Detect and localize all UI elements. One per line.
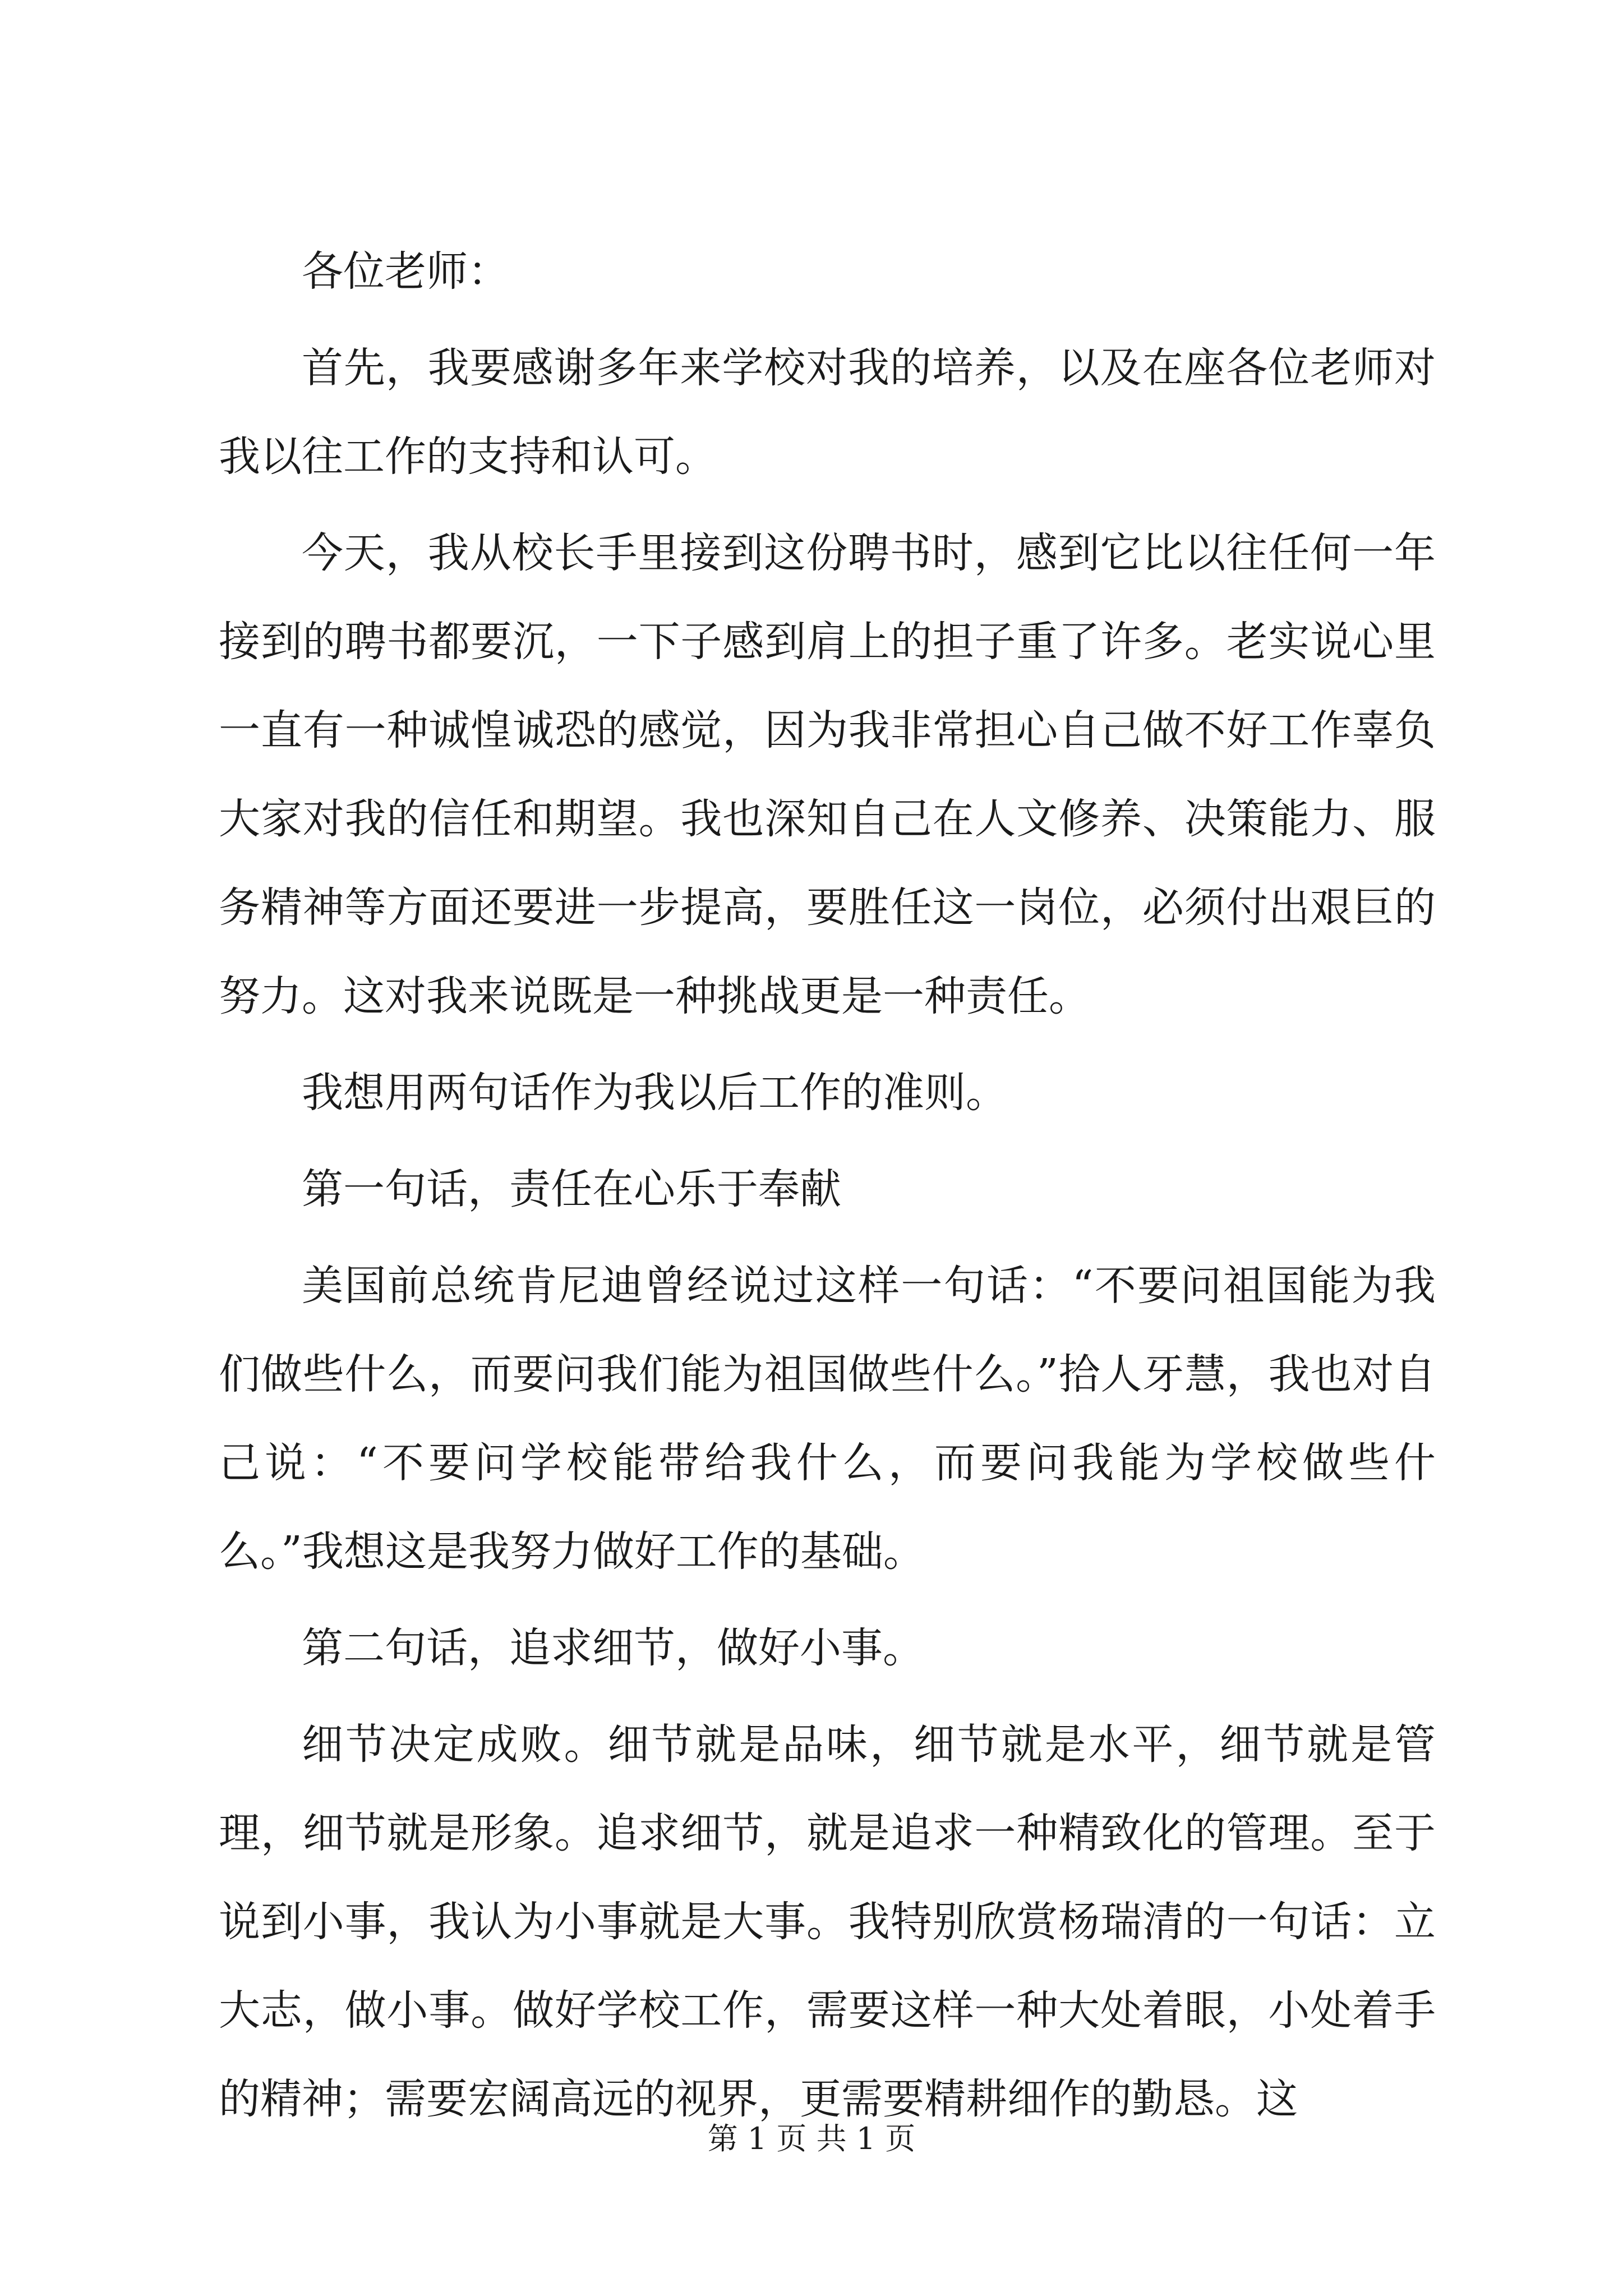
section-heading: 第二句话，追求细节，做好小事。 [302, 1624, 924, 1672]
section-heading: 第一句话，责任在心乐于奉献 [302, 1165, 841, 1213]
paragraph: 美国前总统肯尼迪曾经说过这样一句话：“不要问祖国能为我们做些什么，而要问我们能为祖国做些什么。”拾人牙慧，我也对自己说：“不要问学校能带给我什么，而要问我能为学校做些什么。”我想这是我努力做好工作的基础。 [219, 1262, 1436, 1576]
document-body [219, 227, 1436, 2151]
paragraph: 细节决定成败。细节就是品味，细节就是水平，细节就是管理，细节就是形象。追求细节，就是追求一种精致化的管理。至于说到小事，我认为小事就是大事。我特别欣赏杨瑞清的一句话：立大志，做小事。做好学校工作，需要这样一种大处着眼，小处着手的精神；需要宏阔高远的视界，更需要精耕细作的勤恳。这 [219, 1720, 1436, 2123]
salutation: 各位老师： [302, 247, 509, 296]
paragraph: 首先，我要感谢多年来学校对我的培养，以及在座各位老师对我以往工作的支持和认可。 [219, 344, 1436, 481]
paragraph: 今天，我从校长手里接到这份聘书时，感到它比以往任何一年接到的聘书都要沉，一下子感到肩上的担子重了许多。老实说心里一直有一种诚惶诚恐的感觉，因为我非常担心自己做不好工作辜负大家对我的信任和期望。我也深知自己在人文修养、决策能力、服务精神等方面还要进一步提高，要胜任这一岗位，必须付出艰巨的努力。这对我来说既是一种挑战更是一种责任。 [219, 529, 1436, 1020]
paragraph: 我想用两句话作为我以后工作的准则。 [302, 1069, 1007, 1117]
page-footer: 第 1 页 共 1 页 [707, 2121, 916, 2156]
